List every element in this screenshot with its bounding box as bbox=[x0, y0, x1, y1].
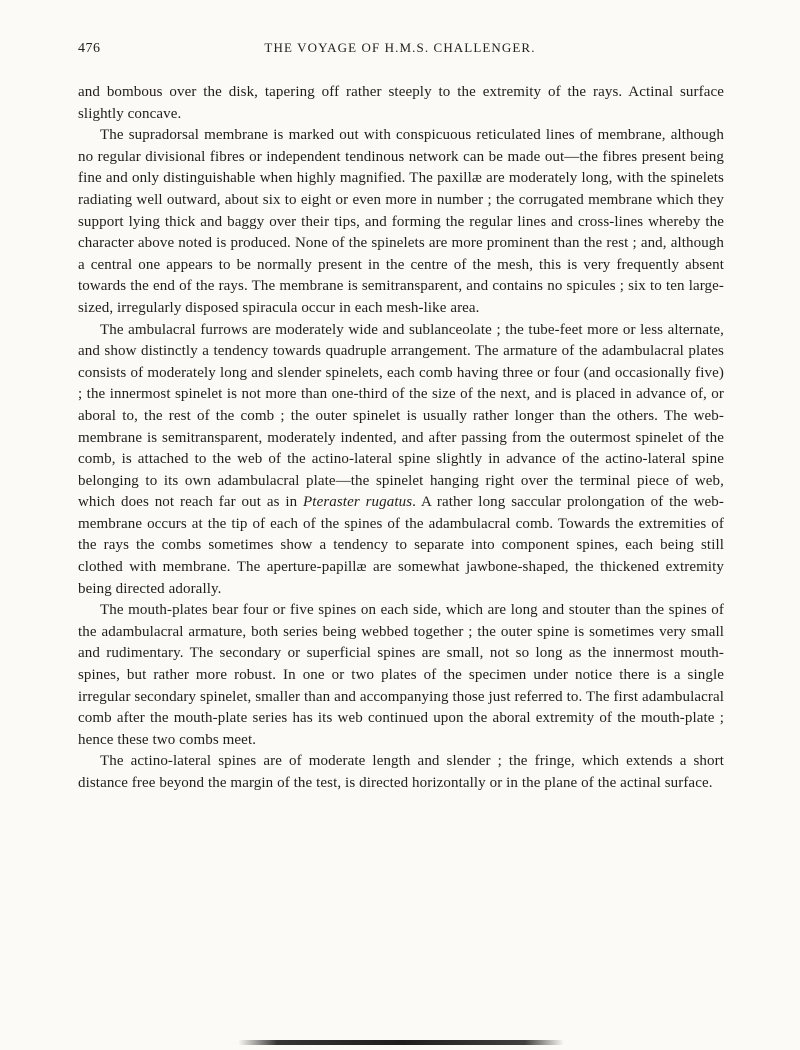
paragraph-mouth-plates: The mouth-plates bear four or five spines on each side, which are long and stouter than the spines of the adambulacral armature, both series being webbed together ; the outer spine is sometimes very small and rudimentary. The secondary or superficial spines are small, not so long as the innermost mouth-spines, but rather more robust. In one or two plates of the specimen under notice there is a single irregular secondary spinelet, smaller than and accompanying those just referred to. The first adambulacral comb after the mouth-plate series has its web continued upon the aboral extremity of the mouth-plate ; hence these two combs meet. bbox=[78, 602, 724, 748]
paragraph-text-post: . A rather long saccular prolongation of the web-membrane occurs at the tip of each of the spines of the adambulacral comb. Towards the extremities of the rays the combs sometimes show a tendency to separate into component spines, each being still clothed with membrane. The aperture-papillæ are somewhat jawbone-shaped, the thickened extremity being directed adorally. bbox=[78, 494, 724, 597]
paragraph-actino-lateral-spines: The actino-lateral spines are of moderate length and slender ; the fringe, which extends a short distance free beyond the margin of the test, is directed horizontally or in the plane of the actinal surface. bbox=[78, 753, 724, 791]
running-title: THE VOYAGE OF H.M.S. CHALLENGER. bbox=[264, 40, 536, 55]
paragraph-supradorsal-membrane: The supradorsal membrane is marked out with conspicuous reticulated lines of membrane, although no regular divisional fibres or independent tendinous network can be made out—the fibres present being fine and only distinguishable when highly magnified. The paxillæ are moderately long, with the spinelets radiating well outward, about six to eight or even more in number ; the corrugated membrane which they support lying thick and baggy over their tips, and forming the regular lines and cross-lines whereby the character above noted is produced. None of the spinelets are more prominent than the rest ; and, although a central one appears to be normally present in the centre of the mesh, this is very frequently absent towards the end of the rays. The membrane is semitransparent, and contains no spicules ; six to ten large-sized, irregularly disposed spiracula occur in each mesh-like area. bbox=[78, 127, 724, 316]
paragraph-continuation: and bombous over the disk, tapering off rather steeply to the extremity of the rays. Actinal surface slightly concave. bbox=[78, 84, 724, 122]
page-number: 476 bbox=[78, 41, 101, 56]
paragraph-text-pre: The ambulacral furrows are moderately wide and sublanceolate ; the tube-feet more or less alternate, and show distinctly a tendency towards quadruple arrangement. The armature of the adambulacral plates consists of moderately long and slender spinelets, each comb having three or four (and occasionally five) ; the innermost spinelet is not more than one-third of the size of the next, and is placed in advance of, or aboral to, the rest of the comb ; the outer spinelet is usually rather longer than the others. The web-membrane is semitransparent, moderately indented, and after passing from the outermost spinelet of the comb, is attached to the web of the actino-lateral spine slightly in advance of the actino-lateral spine belonging to its own adambulacral plate—the spinelet hanging right over the terminal piece of web, which does not reach far out as in bbox=[78, 321, 724, 511]
paragraph-ambulacral-furrows bbox=[78, 320, 724, 601]
page-body bbox=[78, 82, 724, 795]
page-header bbox=[78, 40, 722, 60]
scan-edge-artifact bbox=[238, 1040, 564, 1045]
species-name-italic: Pteraster rugatus bbox=[303, 494, 413, 511]
